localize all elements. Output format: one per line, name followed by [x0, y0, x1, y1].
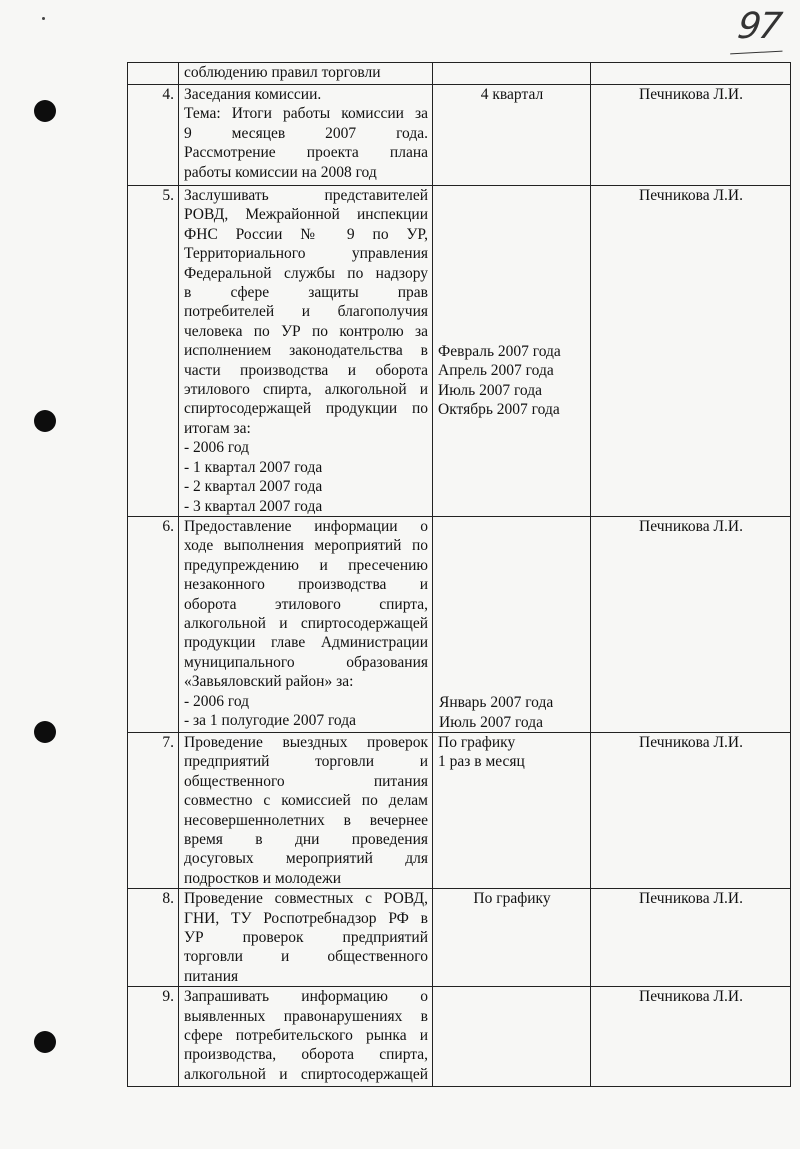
- binder-hole: [34, 721, 56, 743]
- task-line: работы комиссии на 2008 год: [184, 163, 377, 181]
- table-row: [128, 732, 791, 888]
- task-line: предприятий торговли и: [184, 753, 428, 771]
- term-line: По графику: [438, 733, 516, 751]
- task-line: досуговых мероприятий для: [184, 850, 428, 868]
- task-cell: [179, 732, 433, 888]
- task-line: - 2 квартал 2007 года: [184, 478, 323, 496]
- term-cell: [433, 732, 591, 888]
- task-line: алкогольной и спиртосодержащей: [184, 1065, 428, 1083]
- term-cell: [433, 63, 591, 85]
- task-line: Территориального управления: [184, 245, 428, 263]
- row-number: 4.: [128, 85, 179, 186]
- table-row: [128, 85, 791, 186]
- task-cell: [179, 85, 433, 186]
- row-number: 8.: [128, 889, 179, 987]
- binder-hole: [34, 100, 56, 122]
- task-line: Заслушивать представителей: [184, 187, 428, 204]
- term-line: Январь 2007 года: [439, 694, 554, 712]
- binder-hole: [34, 1031, 56, 1053]
- task-line: этилового спирта, алкогольной и: [184, 381, 428, 399]
- task-line: совместно с комиссией по делам: [184, 792, 428, 810]
- term-cell: [433, 85, 591, 186]
- task-line: соблюдению правил торговли: [184, 64, 381, 81]
- responsible-cell: Печникова Л.И.: [591, 987, 791, 1087]
- task-line: торговли и общественного: [184, 948, 428, 966]
- task-line: общественного питания: [184, 772, 428, 790]
- term-cell: [433, 987, 591, 1087]
- term-cell: [433, 889, 591, 987]
- task-line: время в дни проведения: [184, 830, 428, 848]
- task-line: потребителей и благополучия: [184, 303, 428, 321]
- responsible-cell: Печникова Л.И.: [591, 516, 791, 732]
- task-line: РОВД, Межрайонной инспекции: [184, 206, 428, 224]
- table-row: [128, 186, 791, 517]
- table-row: [128, 63, 791, 85]
- task-line: Проведение выездных проверок: [184, 733, 428, 751]
- responsible-cell: Печникова Л.И.: [591, 186, 791, 517]
- task-line: производства, оборота спирта,: [184, 1046, 428, 1064]
- term-line: 4 квартал: [480, 86, 544, 103]
- table-row: [128, 987, 791, 1087]
- term-cell: [433, 516, 591, 732]
- task-line: Федеральной службы по надзору: [184, 264, 428, 282]
- task-line: - 3 квартал 2007 года: [184, 497, 323, 515]
- row-number: [128, 63, 179, 85]
- task-line: итогам за:: [184, 419, 251, 437]
- task-line: ФНС России № 9 по УР,: [184, 225, 428, 243]
- handwritten-page-number: 97: [735, 6, 783, 47]
- task-line: сфере потребительского рынка и: [184, 1027, 428, 1044]
- term-line: 1 раз в месяц: [438, 753, 525, 771]
- binder-hole: [34, 410, 56, 432]
- task-line: муниципального образования: [184, 653, 428, 671]
- task-line: 9 месяцев 2007 года.: [184, 124, 428, 142]
- task-line: исполнением законодательства в: [184, 342, 428, 360]
- term-line: Апрель 2007 года: [438, 362, 554, 380]
- task-line: в сфере защиты прав: [184, 284, 428, 302]
- task-cell: [179, 63, 433, 85]
- task-line: - за 1 полугодие 2007 года: [184, 711, 356, 729]
- task-line: Предоставление информации о: [184, 517, 428, 535]
- term-cell: [433, 186, 591, 517]
- task-line: УР проверок предприятий: [184, 928, 428, 946]
- task-line: Рассмотрение проекта плана: [184, 144, 428, 162]
- responsible-cell: [591, 63, 791, 85]
- task-line: Заседания комиссии.: [184, 86, 322, 103]
- responsible-cell: Печникова Л.И.: [591, 889, 791, 987]
- task-line: - 2006 год: [184, 439, 250, 457]
- task-line: спиртосодержащей продукции по: [184, 400, 428, 418]
- task-line: части производства и оборота: [184, 361, 428, 379]
- task-line: оборота этилового спирта,: [184, 595, 428, 613]
- task-line: «Завьяловский район» за:: [184, 673, 354, 691]
- task-cell: [179, 889, 433, 987]
- task-line: ГНИ, ТУ Роспотребнадзор РФ в: [184, 909, 428, 927]
- row-number: 9.: [128, 987, 179, 1087]
- task-line: человека по УР по контролю за: [184, 322, 428, 340]
- task-cell: [179, 987, 433, 1087]
- term-line: Июль 2007 года: [438, 381, 542, 399]
- scan-speck: [42, 17, 45, 20]
- task-line: несовершеннолетних в вечернее: [184, 811, 428, 829]
- table-row: [128, 889, 791, 987]
- task-line: алкогольной и спиртосодержащей: [184, 614, 428, 632]
- task-line: подростков и молодежи: [184, 869, 342, 887]
- term-line: Октябрь 2007 года: [438, 401, 560, 419]
- task-line: предупреждению и пресечению: [184, 556, 428, 574]
- task-line: питания: [184, 967, 239, 985]
- task-line: - 1 квартал 2007 года: [184, 458, 323, 476]
- task-cell: [179, 516, 433, 732]
- plan-table: [127, 62, 791, 1087]
- task-line: незаконного производства и: [184, 576, 428, 594]
- task-line: Тема: Итоги работы комиссии за: [184, 105, 428, 123]
- term-line: Июль 2007 года: [439, 713, 543, 731]
- row-number: 5.: [128, 186, 179, 517]
- responsible-cell: Печникова Л.И.: [591, 85, 791, 186]
- task-line: выявленных правонарушениях в: [184, 1007, 428, 1025]
- task-line: Проведение совместных с РОВД,: [184, 890, 428, 908]
- row-number: 6.: [128, 516, 179, 732]
- table-row: [128, 516, 791, 732]
- task-line: Запрашивать информацию о: [184, 988, 428, 1006]
- task-cell: [179, 186, 433, 517]
- task-line: ходе выполнения мероприятий по: [184, 537, 428, 555]
- task-line: - 2006 год: [184, 692, 250, 710]
- term-line: По графику: [473, 890, 551, 908]
- term-line: Февраль 2007 года: [438, 343, 561, 360]
- row-number: 7.: [128, 732, 179, 888]
- task-line: продукции главе Администрации: [184, 634, 428, 652]
- responsible-cell: Печникова Л.И.: [591, 732, 791, 888]
